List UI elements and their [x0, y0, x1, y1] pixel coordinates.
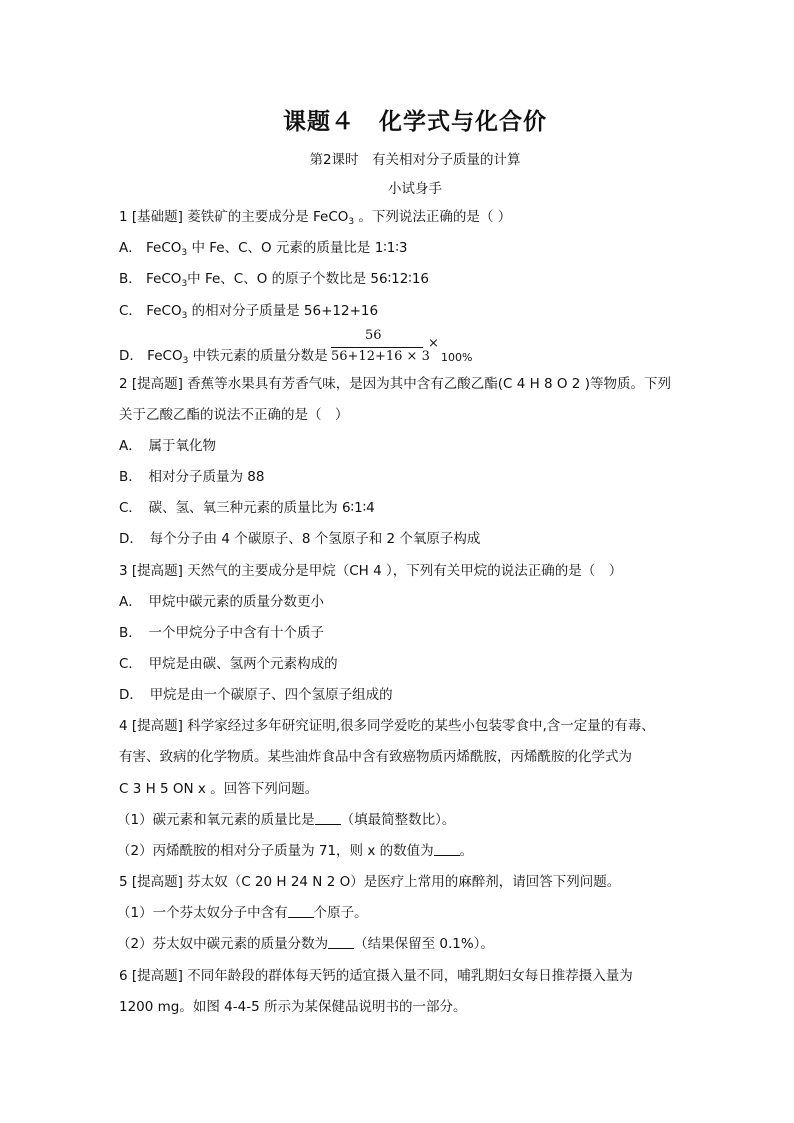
question-3-option-a: A． 甲烷中碳元素的质量分数更小 — [119, 594, 324, 610]
question-3-option-d: D． 甲烷是由一个碳原子、四个氢原子组成的 — [119, 687, 393, 703]
percent-value: 100% — [441, 351, 473, 364]
question-5-part-1: （1）一个芬太奴分子中含有 个原子。 — [117, 905, 368, 921]
question-1-option-a: A． FeCO$_3$ 中 Fe、C、O 元素的质量比是 1∶1∶3 — [119, 240, 408, 258]
question-3-option-b: B． 一个甲烷分子中含有十个质子 — [119, 625, 325, 641]
question-2-option-d: D． 每个分子由 4 个碳原子、8 个氢原子和 2 个氧原子构成 — [119, 531, 481, 547]
question-5-part-2: （2）芬太奴中碳元素的质量分数为 （结果保留至 0.1%）。 — [117, 936, 494, 952]
section-heading: 小试身手 — [388, 181, 442, 197]
answer-blank — [288, 905, 314, 918]
question-2-option-c: C． 碳、氢、氧三种元素的质量比为 6∶1∶4 — [119, 500, 375, 516]
question-1-stem: 1 [基础题] 菱铁矿的主要成分是 FeCO$_3$ 。下列说法正确的是（ ） — [119, 209, 512, 227]
fraction-numerator: 56 — [365, 328, 382, 343]
fraction-denominator: 56+12+16 × 3 — [331, 349, 430, 364]
question-4-stem-line-3: C 3 H 5 ON x 。回答下列问题。 — [119, 781, 319, 797]
page-title: 课题４ 化学式与化合价 — [283, 109, 547, 135]
question-3-option-c: C． 甲烷是由碳、氢两个元素构成的 — [119, 656, 338, 672]
question-4-stem-line-2: 有害、致病的化学物质。某些油炸食品中含有致癌物质丙烯酰胺，丙烯酰胺的化学式为 — [119, 749, 632, 765]
question-3-stem: 3 [提高题] 天然气的主要成分是甲烷（CH 4 ），下列有关甲烷的说法正确的是（ ） — [119, 563, 623, 579]
question-4-stem-line-1: 4 [提高题] 科学家经过多年研究证明,很多同学爱吃的某些小包装零食中,含一定量的有毒、 — [119, 718, 655, 734]
question-6-stem-line-2: 1200 mg。如图 4-4-5 所示为某保健品说明书的一部分。 — [119, 999, 467, 1015]
times-sign: × — [428, 336, 439, 351]
question-4-part-2: （2）丙烯酰胺的相对分子质量为 71，则 x 的数值为 。 — [117, 843, 474, 859]
question-1-option-d: D． FeCO$_3$ 中铁元素的质量分数是 — [119, 348, 328, 366]
question-2-stem-line-1: 2 [提高题] 香蕉等水果具有芳香气味，是因为其中含有乙酸乙酯(C 4 H 8 O 2 )等物质。下列 — [119, 376, 671, 392]
answer-blank — [434, 843, 460, 856]
question-6-stem-line-1: 6 [提高题] 不同年龄段的群体每天钙的适宜摄入量不同，哺乳期妇女每日推荐摄入量为 — [119, 968, 633, 984]
mass-fraction-formula — [331, 328, 441, 368]
question-4-part-1: （1）碳元素和氧元素的质量比是 （填最简整数比）。 — [117, 812, 456, 828]
question-1-option-b: B． FeCO$_3$中 Fe、C、O 的原子个数比是 56∶12∶16 — [119, 271, 429, 289]
lesson-subtitle: 第2课时 有关相对分子质量的计算 — [309, 152, 521, 168]
question-2-option-a: A． 属于氧化物 — [119, 438, 216, 454]
question-2-option-b: B． 相对分子质量为 88 — [119, 469, 265, 485]
answer-blank — [328, 936, 354, 949]
question-5-stem: 5 [提高题] 芬太奴（C 20 H 24 N 2 O）是医疗上常用的麻醉剂，请回答下列问题。 — [119, 874, 621, 890]
answer-blank — [315, 812, 341, 825]
question-1-option-c: C． FeCO$_3$ 的相对分子质量是 56+12+16 — [119, 303, 379, 321]
question-2-stem-line-2: 关于乙酸乙酯的说法不正确的是（ ） — [119, 407, 349, 423]
fraction-bar — [331, 347, 423, 348]
